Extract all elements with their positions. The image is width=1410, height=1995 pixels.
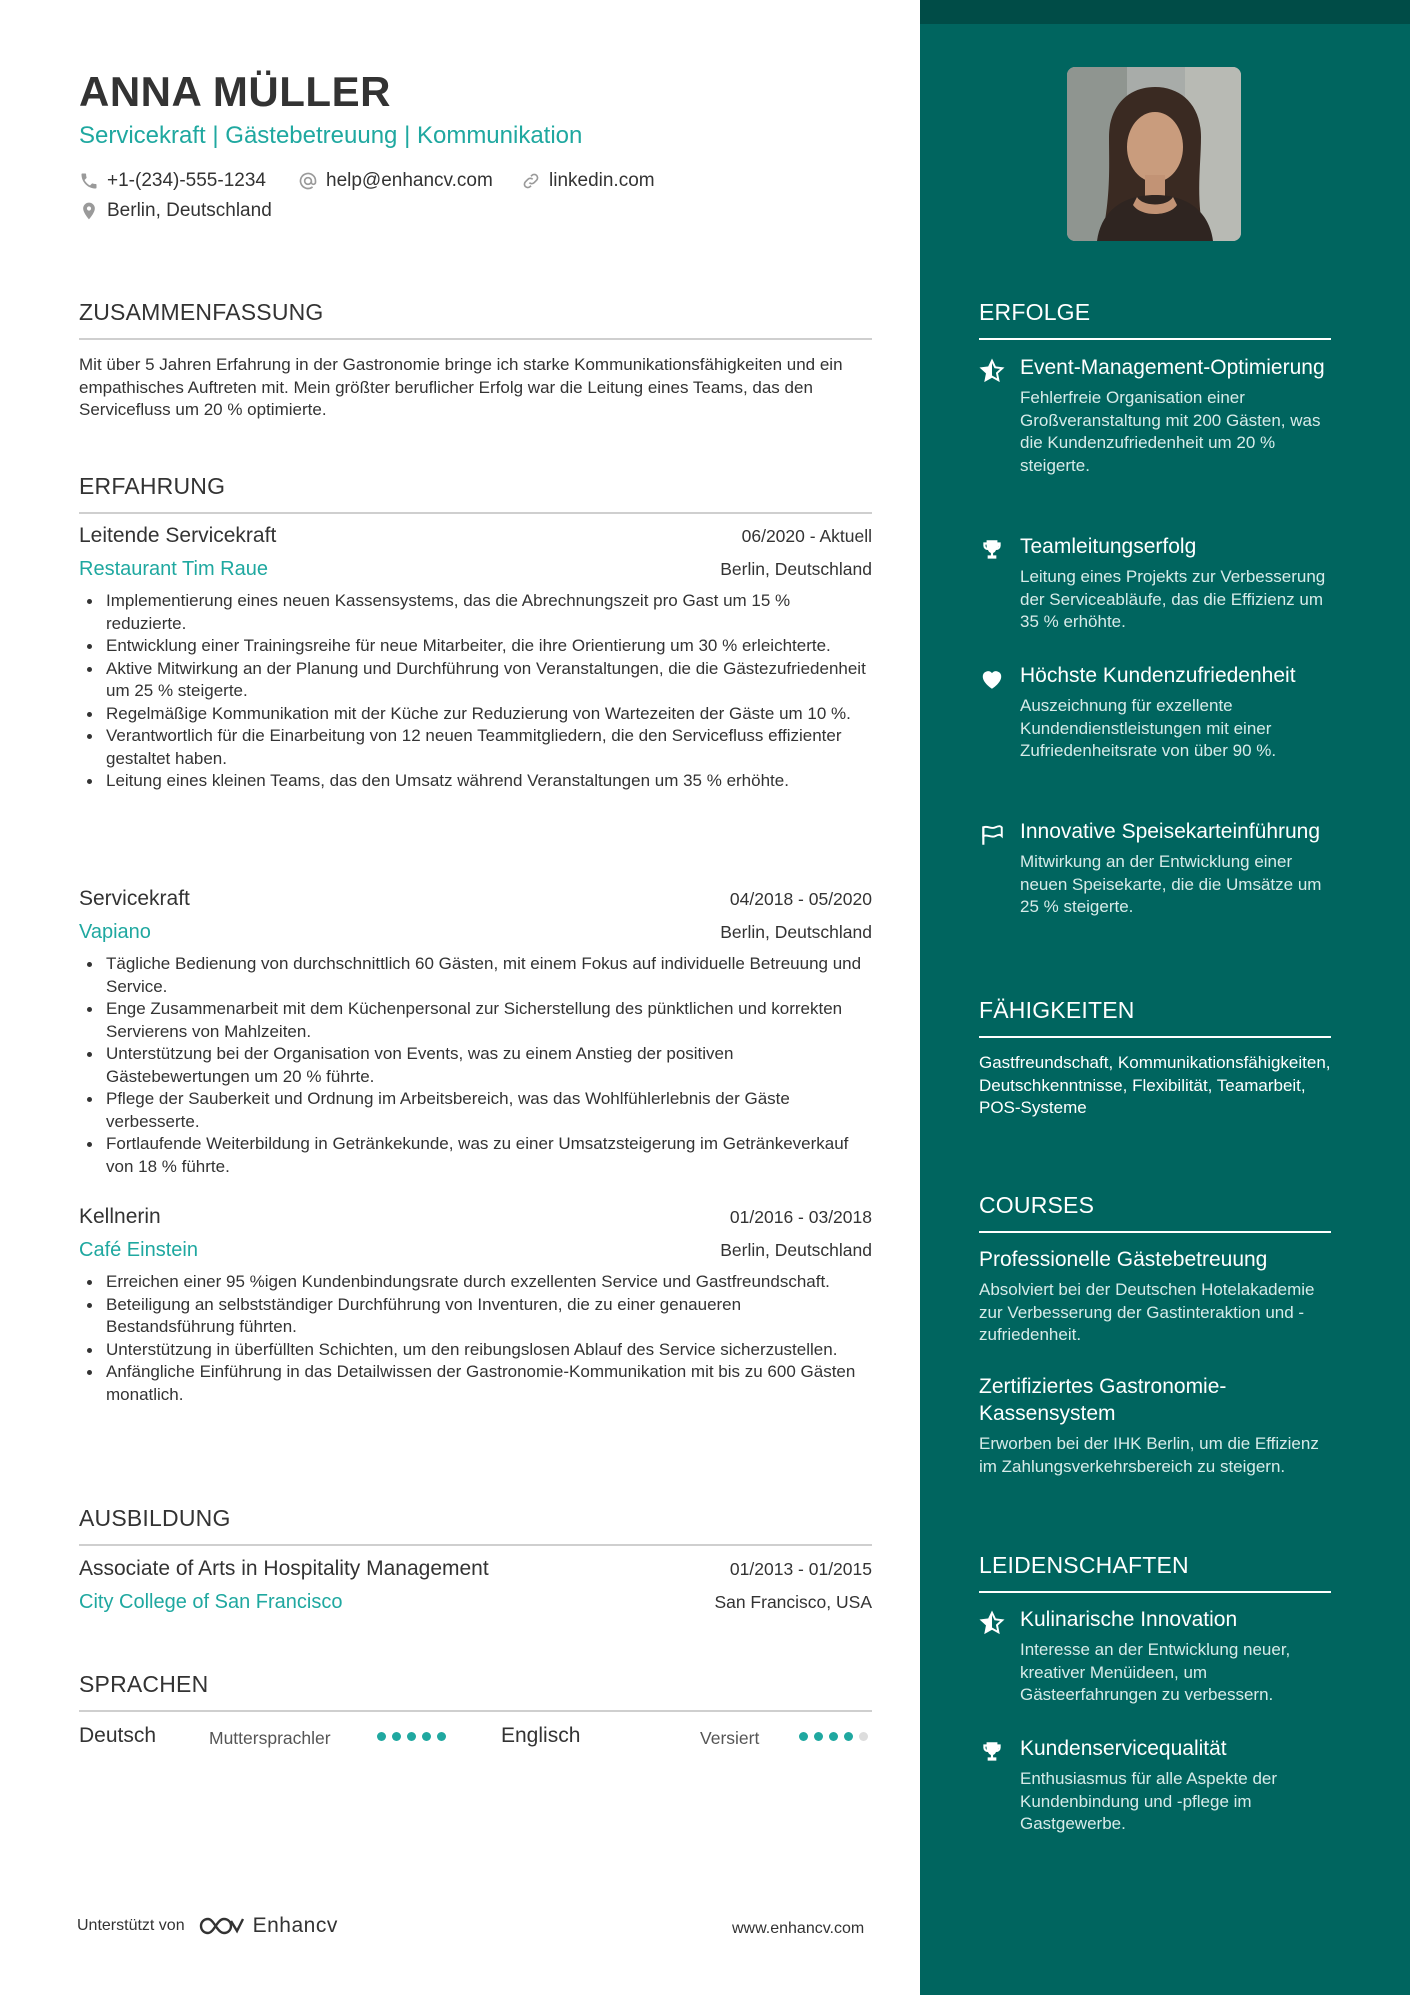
course-title: Professionelle Gästebetreuung [979,1248,1268,1271]
job-title: Leitende Servicekraft [79,524,277,547]
rating-dot-filled [392,1732,401,1741]
bullet-item: Unterstützung bei der Organisation von Events, was zu einem Anstieg der positiven Gästebewertungen um 20 % führte. [79,1043,872,1088]
language-name: Deutsch [79,1724,157,1747]
bullet-item: Tägliche Bedienung von durchschnittlich 60 Gästen, mit einem Fokus auf individuelle Betreuung und Service. [79,953,872,998]
company-name: Restaurant Tim Raue [79,558,268,580]
job-location: Berlin, Deutschland [720,1240,872,1260]
job-date: 01/2016 - 03/2018 [729,1207,872,1227]
education-date: 01/2013 - 01/2015 [729,1559,872,1579]
education-entry [79,1557,872,1621]
summary-heading: ZUSAMMENFASSUNG [79,299,872,340]
trophy-icon [979,537,1005,563]
phone-contact [79,170,266,192]
achievement-item [979,818,1331,919]
passions-heading: LEIDENSCHAFTEN [979,1552,1331,1593]
achievement-desc: Fehlerfreie Organisation einer Großveranstaltung mit 200 Gästen, was die Kundenzufriedenheit um 20 % steigerte. [1020,388,1321,475]
language-name: Englisch [501,1724,581,1747]
link-icon [521,171,541,191]
bullet-item: Anfängliche Einführung in das Detailwissen der Gastronomie-Kommunikation mit bis zu 600 Gästen monatlich. [79,1361,872,1406]
company-name: Café Einstein [79,1239,198,1261]
job-date: 06/2020 - Aktuell [741,526,872,546]
powered-by [77,1914,338,1938]
passion-item [979,1735,1331,1836]
language-level: Muttersprachler [209,1728,331,1748]
profile-photo [1067,67,1241,241]
rating-dot-filled [407,1732,416,1741]
achievement-item [979,662,1331,763]
powered-by-label: Unterstützt von [77,1917,185,1934]
bullet-item: Aktive Mitwirkung an der Planung und Durchführung von Veranstaltungen, die die Gästezufriedenheit um 25 % steigerte. [79,658,872,703]
education-heading: AUSBILDUNG [79,1505,872,1546]
flag-icon [979,822,1005,848]
achievement-desc: Leitung eines Projekts zur Verbesserung der Serviceabläufe, das die Effizienz um 35 % erhöhte. [1020,567,1326,631]
linkedin-contact[interactable] [521,170,655,192]
phone-number: +1-(234)-555-1234 [107,170,266,191]
trophy-icon [979,1739,1005,1765]
phone-icon [79,171,99,191]
company-name: Vapiano [79,921,151,943]
brand-name: Enhancv [252,1914,338,1937]
enhancv-logo-icon [197,1914,245,1938]
rating-dot-filled [829,1732,838,1741]
bullet-item: Beteiligung an selbstständiger Durchführung von Inventuren, die zu einer genaueren Bestandsführung führten. [79,1294,872,1339]
school-name: City College of San Francisco [79,1591,343,1613]
experience-entry [79,524,872,793]
email-address[interactable]: help@enhancv.com [326,170,493,191]
bullet-item: Leitung eines kleinen Teams, das den Umsatz während Veranstaltungen um 35 % erhöhte. [79,770,872,793]
headline-tagline: Servicekraft | Gästebetreuung | Kommunikation [79,122,583,149]
bullet-item: Pflege der Sauberkeit und Ordnung im Arbeitsbereich, was das Wohlfühlerlebnis der Gäste verbesserte. [79,1088,872,1133]
passion-desc: Enthusiasmus für alle Aspekte der Kundenbindung und -pflege im Gastgewerbe. [1020,1769,1278,1833]
experience-entry [79,1205,872,1406]
passion-desc: Interesse an der Entwicklung neuer, kreativer Menüideen, um Gästeerfahrungen zu verbessern. [1020,1640,1291,1704]
language-rating [377,1732,446,1741]
sidebar-top-band [920,0,1410,24]
job-bullets [79,953,872,1178]
achievement-item [979,354,1331,477]
course-desc: Erworben bei der IHK Berlin, um die Effizienz im Zahlungsverkehrsbereich zu steigern. [979,1434,1319,1476]
bullet-item: Erreichen einer 95 %igen Kundenbindungsrate durch exzellenten Service und Gastfreundschaft. [79,1271,872,1294]
bullet-item: Fortlaufende Weiterbildung in Getränkekunde, was zu einer Umsatzsteigerung im Getränkeverkauf von 18 % führte. [79,1133,872,1178]
course-desc: Absolviert bei der Deutschen Hotelakademie zur Verbesserung der Gastinteraktion und -zufriedenheit. [979,1280,1315,1344]
location-pin-icon [79,201,99,221]
passion-title: Kundenservicequalität [1020,1737,1227,1760]
job-title: Kellnerin [79,1205,161,1228]
achievement-desc: Auszeichnung für exzellente Kundendienstleistungen mit einer Zufriedenheitsrate von über 90 %. [1020,696,1277,760]
experience-entry [79,887,872,1178]
rating-dot-filled [377,1732,386,1741]
rating-dot-filled [814,1732,823,1741]
location-contact [79,200,272,222]
at-icon [298,171,318,191]
summary-text: Mit über 5 Jahren Erfahrung in der Gastronomie bringe ich starke Kommunikationsfähigkeiten und ein empathisches Auftreten mit. Mein größter beruflicher Erfolg war die Leitung eines Teams, das den Servicefluss um 20 % optimierte. [79,355,843,419]
bullet-item: Entwicklung einer Trainingsreihe für neue Mitarbeiter, die ihre Orientierung um 30 % erleichterte. [79,635,872,658]
job-location: Berlin, Deutschland [720,922,872,942]
star-icon [979,1610,1005,1636]
experience-heading: ERFAHRUNG [79,473,872,514]
bullet-item: Unterstützung in überfüllten Schichten, um den reibungslosen Ablauf des Service sicherzustellen. [79,1339,872,1362]
rating-dot-filled [799,1732,808,1741]
achievement-item [979,533,1331,634]
achievement-title: Teamleitungserfolg [1020,535,1197,558]
language-rating [799,1732,868,1741]
rating-dot-empty [859,1732,868,1741]
course-title: Zertifiziertes Gastronomie-Kassensystem [979,1375,1227,1425]
job-location: Berlin, Deutschland [720,559,872,579]
rating-dot-filled [437,1732,446,1741]
bullet-item: Verantwortlich für die Einarbeitung von 12 neuen Teammitgliedern, die den Servicefluss effizienter gestaltet haben. [79,725,872,770]
website-link[interactable]: www.enhancv.com [732,1920,865,1937]
course-item [979,1373,1331,1478]
course-item [979,1246,1331,1347]
skills-heading: FÄHIGKEITEN [979,997,1331,1038]
location-text: Berlin, Deutschland [107,200,272,221]
job-bullets [79,1271,872,1406]
job-date: 04/2018 - 05/2020 [729,889,872,909]
achievement-title: Event-Management-Optimierung [1020,356,1325,379]
achievements-heading: ERFOLGE [979,299,1331,340]
heart-icon [979,666,1005,692]
achievement-desc: Mitwirkung an der Entwicklung einer neuen Speisekarte, die die Umsätze um 25 % steigerte. [1020,852,1322,916]
skills-list: Gastfreundschaft, Kommunikationsfähigkeiten, Deutschkenntnisse, Flexibilität, Teamarbeit, POS-Systeme [979,1053,1331,1117]
bullet-item: Enge Zusammenarbeit mit dem Küchenpersonal zur Sicherstellung des pünktlichen und korrekten Servierens von Mahlzeiten. [79,998,872,1043]
job-title: Servicekraft [79,887,190,910]
languages-heading: SPRACHEN [79,1671,872,1712]
rating-dot-filled [844,1732,853,1741]
bullet-item: Implementierung eines neuen Kassensystems, das die Abrechnungszeit pro Gast um 15 % reduzierte. [79,590,872,635]
candidate-name: ANNA MÜLLER [79,68,391,115]
passion-item [979,1606,1331,1707]
courses-heading: COURSES [979,1192,1331,1233]
school-location: San Francisco, USA [714,1592,872,1612]
achievement-title: Höchste Kundenzufriedenheit [1020,664,1296,687]
passion-title: Kulinarische Innovation [1020,1608,1238,1631]
achievement-title: Innovative Speisekarteinführung [1020,820,1321,843]
language-level: Versiert [700,1728,760,1748]
job-bullets [79,590,872,793]
bullet-item: Regelmäßige Kommunikation mit der Küche zur Reduzierung von Wartezeiten der Gäste um 10 %. [79,703,872,726]
degree-title: Associate of Arts in Hospitality Management [79,1557,489,1580]
star-icon [979,358,1005,384]
linkedin-link[interactable]: linkedin.com [549,170,655,191]
email-contact[interactable] [298,170,493,192]
rating-dot-filled [422,1732,431,1741]
